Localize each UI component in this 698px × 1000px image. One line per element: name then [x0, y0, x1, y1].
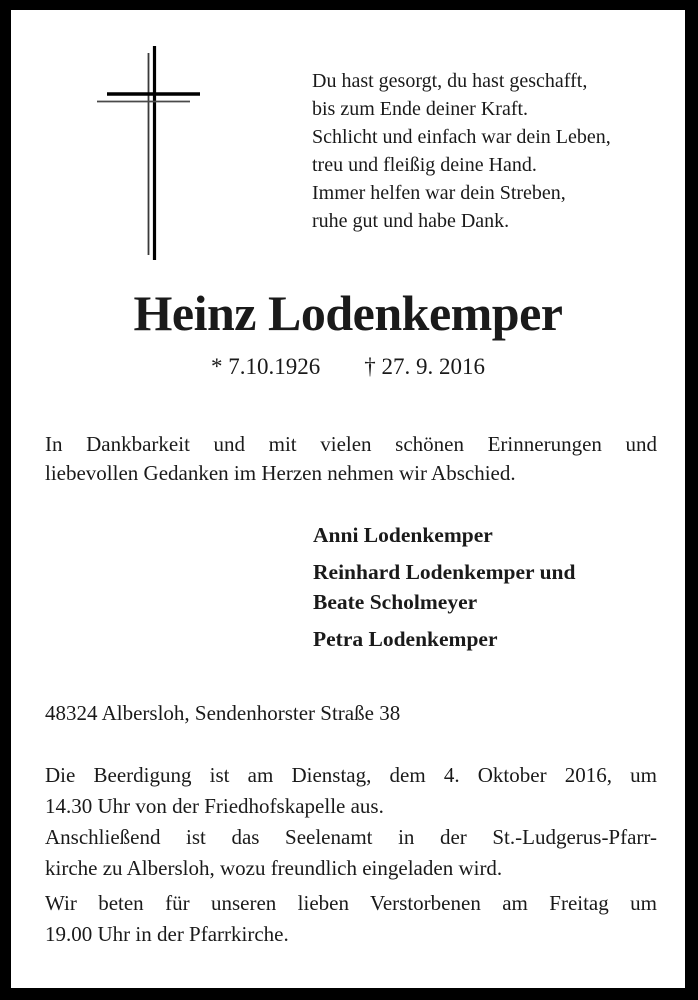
poem-line: bis zum Ende deiner Kraft. [312, 98, 529, 120]
life-dates [11, 352, 685, 382]
funeral-details [45, 760, 657, 884]
poem-line: Schlicht und einfach war dein Leben, [312, 126, 611, 148]
poem-line: ruhe gut und habe Dank. [312, 210, 510, 232]
prayer-notice [45, 888, 657, 950]
funeral-line: kirche zu Albersloh, wozu freundlich eingeladen wird. [45, 856, 503, 880]
farewell-line: In Dankbarkeit und mit vielen schönen Erinnerungen und [45, 432, 657, 456]
birth-date: * 7.10.1926 [211, 354, 321, 379]
memorial-poem [312, 67, 611, 235]
farewell-paragraph [45, 430, 657, 488]
poem-line: Du hast gesorgt, du hast geschafft, [312, 70, 588, 92]
memorial-cross-icon [95, 43, 210, 263]
funeral-line: Anschließend ist das Seelenamt in der St.-Ludgerus-Pfarr- [45, 825, 657, 849]
death-date: † 27. 9. 2016 [364, 354, 485, 379]
farewell-line: liebevollen Gedanken im Herzen nehmen wir Abschied. [45, 461, 516, 485]
funeral-line: Die Beerdigung ist am Dienstag, dem 4. Oktober 2016, um [45, 763, 657, 787]
deceased-name: Heinz Lodenkemper [133, 285, 563, 341]
obituary-page [11, 10, 685, 988]
funeral-line: 14.30 Uhr von der Friedhofskapelle aus. [45, 794, 384, 818]
mourners-list [313, 520, 575, 654]
address-line: 48324 Albersloh, Sendenhorster Straße 38 [45, 701, 401, 725]
mourner-name: Reinhard Lodenkemper und [313, 560, 576, 584]
mourner-name: Beate Scholmeyer [313, 590, 478, 614]
mourner-name: Petra Lodenkemper [313, 627, 498, 651]
poem-line: Immer helfen war dein Streben, [312, 182, 566, 204]
mourner-name: Anni Lodenkemper [313, 523, 493, 547]
prayer-line: 19.00 Uhr in der Pfarrkirche. [45, 922, 289, 946]
prayer-line: Wir beten für unseren lieben Verstorbenen am Freitag um [45, 891, 657, 915]
poem-line: treu und fleißig deine Hand. [312, 154, 537, 176]
